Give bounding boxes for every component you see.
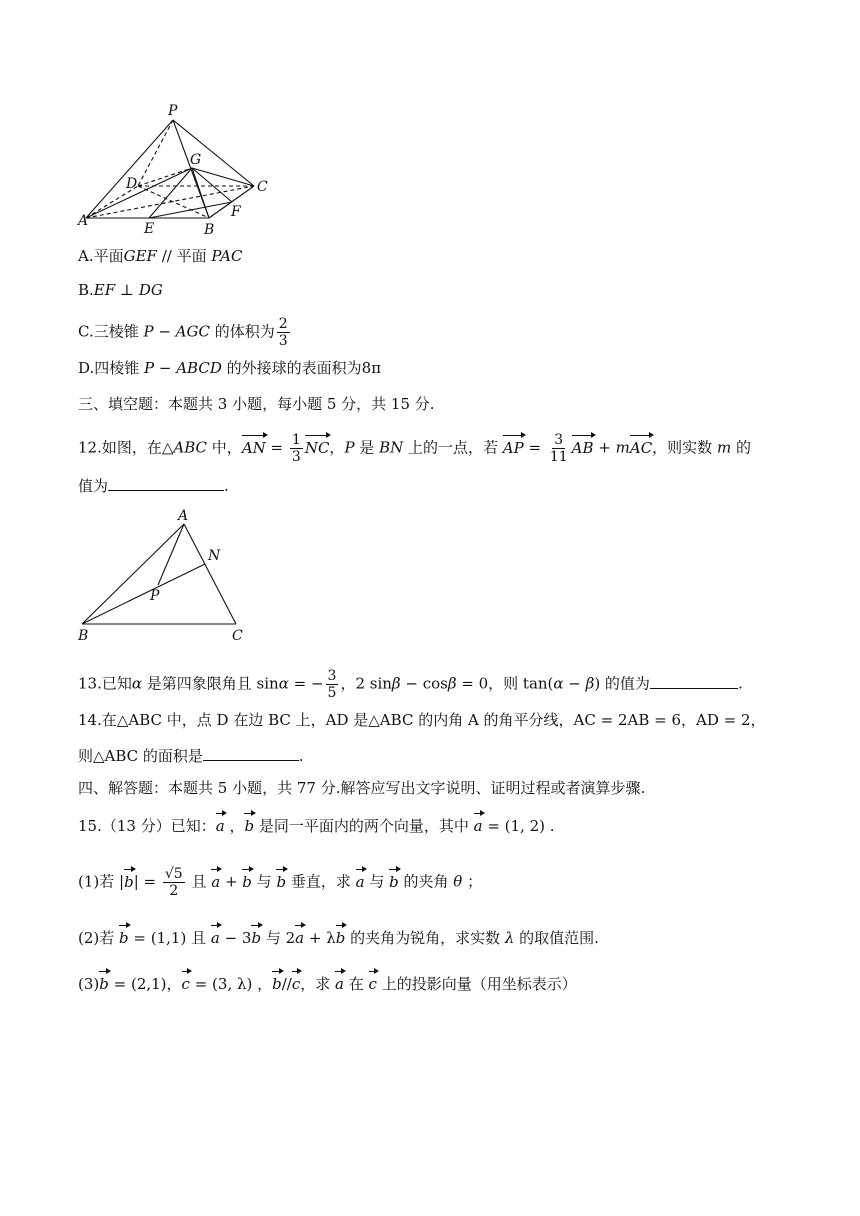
option-a-plane2: PAC <box>211 247 243 265</box>
q14-line2: 则△ABC 的面积是 . <box>78 744 304 766</box>
q12-answer-blank[interactable] <box>108 474 224 491</box>
option-b-line1: EF <box>93 281 116 299</box>
q13-line: 13.已知α 是第四象限角且 sinα = − $\frac{3}{5}$ ，2 sinβ − cosβ = 0，则 tan(α − β) 的值为 . <box>78 668 743 701</box>
option-a <box>78 246 242 266</box>
q15-intro: 15.（13 分）已知：a ，b 是同一平面内的两个向量，其中 a = (1, 2) . <box>78 817 555 835</box>
section3-heading: 三、填空题：本题共 3 小题，每小题 5 分，共 15 分. <box>78 395 435 413</box>
option-a-mid: // 平面 <box>156 247 207 265</box>
vector-ap: AP <box>502 438 524 457</box>
option-d-mid: 的外接球的表面积为 <box>221 359 362 377</box>
vertex-label-b: B <box>204 222 215 238</box>
vertex-label-c2: C <box>232 628 243 644</box>
vertex-label-a2: A <box>178 508 189 524</box>
option-a-prefix: A.平面 <box>78 247 124 265</box>
vertex-label-g: G <box>190 152 202 168</box>
option-d-prefix: D.四棱锥 <box>78 359 145 377</box>
option-b-line2: DG <box>138 281 163 299</box>
option-a-plane1: GEF <box>123 247 157 265</box>
q15-part3: (3)b = (2,1)，c = (3, λ) ，b//c，求 a 在 c 上的投影向量（用坐标表示） <box>78 975 577 993</box>
q15-part2: (2)若 b = (1,1) 且 a − 3b 与 2a + λb 的夹角为锐角，求实数 λ 的取值范围. <box>78 929 599 947</box>
vertex-label-c: C <box>257 179 268 195</box>
option-c-mid: 的体积为 <box>209 322 275 341</box>
q14-line1: 14.在△ABC 中，点 D 在边 BC 上，AD 是△ABC 的内角 A 的角平分线，AC = 2AB = 6，AD = 2， <box>78 711 766 729</box>
vertex-label-d: D <box>126 176 138 192</box>
option-c <box>78 316 292 349</box>
q13-answer-blank[interactable] <box>650 672 738 689</box>
vertex-label-b2: B <box>78 628 89 644</box>
vector-ac: AC <box>629 438 653 457</box>
option-c-fraction: $\frac{2}{3}$ <box>278 316 288 349</box>
vector-an: AN <box>241 438 266 457</box>
option-b-prefix: B. <box>78 281 94 299</box>
option-c-prefix: C.三棱锥 <box>78 322 144 341</box>
option-b <box>78 280 163 300</box>
vertex-label-p: P <box>168 103 178 119</box>
q15-part1: (1)若 |b| = $\frac{√5}{2}$ 且 a + b 与 b 垂直，求 a 与 b 的夹角 θ ； <box>78 866 483 899</box>
q12-line2: 值为 . <box>78 474 229 496</box>
vertex-label-p2: P <box>150 588 160 604</box>
triangle-figure <box>74 506 254 646</box>
option-d-value: 8π <box>361 359 382 377</box>
option-d-solid: P − ABCD <box>144 359 222 377</box>
q14-answer-blank[interactable] <box>203 744 299 761</box>
vector-nc: NC <box>304 438 330 457</box>
vector-ab: AB <box>571 438 594 457</box>
option-b-op: ⊥ <box>115 281 139 299</box>
vertex-label-n: N <box>208 548 221 564</box>
option-c-solid: P − AGC <box>143 322 210 341</box>
q12-line1: 12.如图，在△ABC 中，AN = $\frac{1}{3}$ NC，P 是 BN 上的一点，若 AP = $\frac{3}{11}$ AB + mAC，则实数 m 的 <box>78 432 751 465</box>
pyramid-figure <box>76 98 276 238</box>
vertex-label-e: E <box>144 221 155 237</box>
option-d <box>78 358 381 378</box>
section4-heading: 四、解答题：本题共 5 小题，共 77 分.解答应写出文字说明、证明过程或者演算步骤. <box>78 779 646 797</box>
vertex-label-f: F <box>231 204 241 220</box>
vertex-label-a: A <box>78 213 89 229</box>
